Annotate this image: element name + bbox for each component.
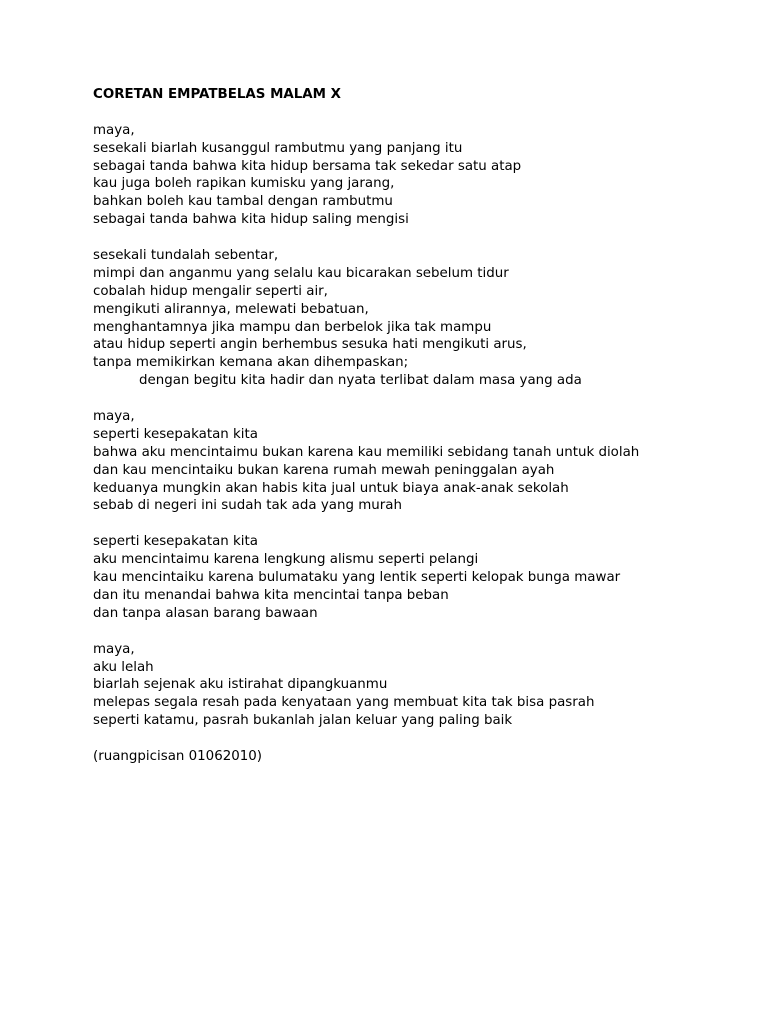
poem-line: dan tanpa alasan barang bawaan — [93, 605, 318, 621]
poem-line: dan itu menandai bahwa kita mencintai tanpa beban — [93, 587, 449, 603]
poem-line: biarlah sejenak aku istirahat dipangkuanmu — [93, 677, 388, 693]
poem-line: mimpi dan anganmu yang selalu kau bicarakan sebelum tidur — [93, 265, 509, 281]
poem-line: aku mencintaimu karena lengkung alismu seperti pelangi — [93, 552, 479, 568]
poem-line: kau mencintaiku karena bulumataku yang lentik seperti kelopak bunga mawar — [93, 570, 621, 586]
spacer — [93, 104, 753, 122]
poem-line: aku lelah — [93, 659, 154, 675]
poem-line: sebagai tanda bahwa kita hidup bersama tak sekedar satu atap — [93, 158, 522, 174]
poem-line: kau juga boleh rapikan kumisku yang jarang, — [93, 176, 395, 192]
poem-line: sebab di negeri ini sudah tak ada yang murah — [93, 498, 402, 514]
stanza-3 — [93, 408, 753, 515]
poem-line: dan kau mencintaiku bukan karena rumah mewah peninggalan ayah — [93, 462, 555, 478]
poem-title: CORETAN EMPATBELAS MALAM X — [93, 87, 341, 102]
spacer — [93, 730, 753, 748]
poem-line: keduanya mungkin akan habis kita jual untuk biaya anak-anak sekolah — [93, 480, 569, 496]
poem-line: seperti kesepakatan kita — [93, 426, 258, 442]
poem-line: bahkan boleh kau tambal dengan rambutmu — [93, 194, 393, 210]
poem-line-indented: dengan begitu kita hadir dan nyata terlibat dalam masa yang ada — [139, 373, 582, 389]
poem-line: maya, — [93, 409, 135, 425]
poem-line: maya, — [93, 122, 135, 138]
stanza-5 — [93, 641, 753, 730]
stanza-1 — [93, 122, 753, 229]
poem-line: bahwa aku mencintaimu bukan karena kau memiliki sebidang tanah untuk diolah — [93, 444, 640, 460]
spacer — [93, 229, 753, 247]
poem-line: cobalah hidup mengalir seperti air, — [93, 283, 328, 299]
poem-signature: (ruangpicisan 01062010) — [93, 748, 263, 764]
poem-line: tanpa memikirkan kemana akan dihempaskan; — [93, 355, 409, 371]
poem-line: seperti kesepakatan kita — [93, 534, 258, 550]
stanza-2 — [93, 247, 753, 390]
poem-line: atau hidup seperti angin berhembus sesuka hati mengikuti arus, — [93, 337, 527, 353]
poem-line: melepas segala resah pada kenyataan yang membuat kita tak bisa pasrah — [93, 695, 595, 711]
poem-line: seperti katamu, pasrah bukanlah jalan keluar yang paling baik — [93, 713, 513, 729]
poem-line: sebagai tanda bahwa kita hidup saling mengisi — [93, 212, 409, 228]
spacer — [93, 623, 753, 641]
poem-line: mengikuti alirannya, melewati bebatuan, — [93, 301, 369, 317]
spacer — [93, 515, 753, 533]
poem-line: sesekali biarlah kusanggul rambutmu yang panjang itu — [93, 140, 463, 156]
poem-line: sesekali tundalah sebentar, — [93, 248, 279, 264]
poem-line: menghantamnya jika mampu dan berbelok jika tak mampu — [93, 319, 492, 335]
poem-body — [93, 86, 753, 766]
spacer — [93, 390, 753, 408]
poem-line: maya, — [93, 641, 135, 657]
stanza-4 — [93, 533, 753, 622]
